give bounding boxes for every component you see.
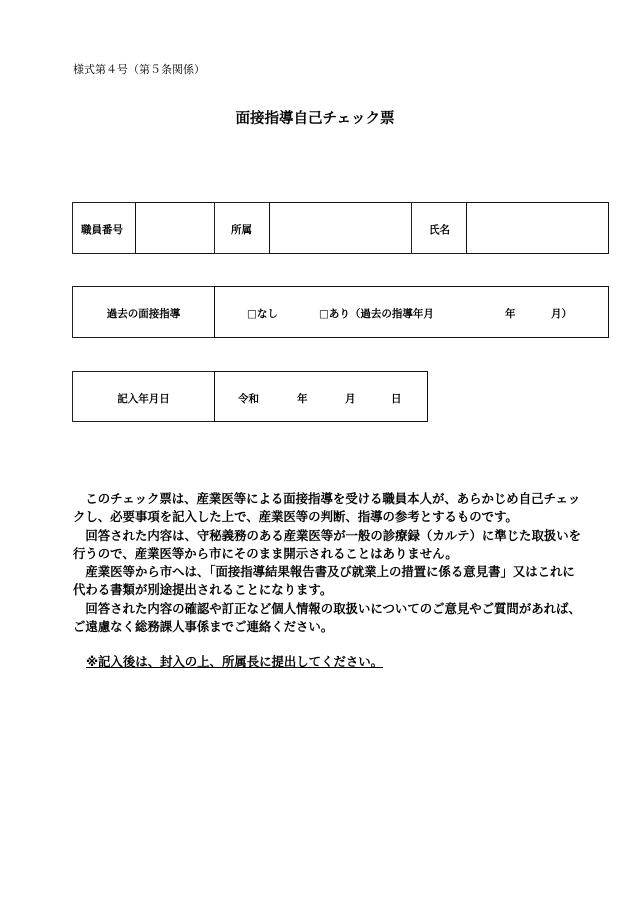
past-guidance-label-cell xyxy=(72,286,215,338)
dept-label-cell xyxy=(214,202,270,254)
page-title: 面接指導自己チェック票 xyxy=(235,111,395,127)
entry-date-label-cell xyxy=(72,371,215,422)
entry-date-era: 令和 xyxy=(238,393,259,405)
entry-date-field[interactable] xyxy=(214,371,428,422)
past-guidance-field xyxy=(214,286,609,338)
form-number: 様式第４号（第５条関係） xyxy=(73,63,205,76)
staff-no-label-cell xyxy=(72,202,136,254)
entry-date-label: 記入年月日 xyxy=(117,393,170,405)
paragraph-4: 回答された内容の確認や訂正など個人情報の取扱いについてのご意見やご質問があれば、ご遠慮なく総務課人事係までご連絡ください。 xyxy=(73,600,581,635)
name-label: 氏名 xyxy=(429,224,450,236)
staff-no-field[interactable] xyxy=(135,202,215,254)
past-guidance-label: 過去の面接指導 xyxy=(106,308,181,320)
paragraph-3: 産業医等から市へは、「面接指導結果報告書及び就業上の措置に係る意見書」又はこれに代わる書類が別途提出されることになります。 xyxy=(73,564,575,598)
option-yes-checkbox[interactable]: □あり（過去の指導年月 xyxy=(319,308,434,320)
submission-note: ※記入後は、封入の上、所属長に提出してください。 xyxy=(86,654,384,669)
entry-date-month: 月 xyxy=(345,393,356,405)
entry-date-day: 日 xyxy=(391,393,402,405)
explanation-text xyxy=(73,490,581,636)
past-guidance-month: 月） xyxy=(551,308,572,320)
name-label-cell xyxy=(411,202,467,254)
paragraph-2: 回答された内容は、守秘義務のある産業医等が一般の診療録（カルテ）に準じた取扱いを行うので、産業医等から市にそのまま開示されることはありません。 xyxy=(73,527,582,561)
staff-no-label: 職員番号 xyxy=(81,224,123,236)
option-none-checkbox[interactable]: □なし xyxy=(247,308,278,320)
entry-date-year: 年 xyxy=(297,393,308,405)
dept-label: 所属 xyxy=(231,224,252,236)
dept-field[interactable] xyxy=(269,202,412,254)
past-guidance-year: 年 xyxy=(505,308,516,320)
paragraph-1: このチェック票は、産業医等による面接指導を受ける職員本人が、あらかじめ自己チェックし、必要事項を記入した上で、産業医等の判断、指導の参考とするものです。 xyxy=(73,491,581,525)
name-field[interactable] xyxy=(466,202,609,254)
